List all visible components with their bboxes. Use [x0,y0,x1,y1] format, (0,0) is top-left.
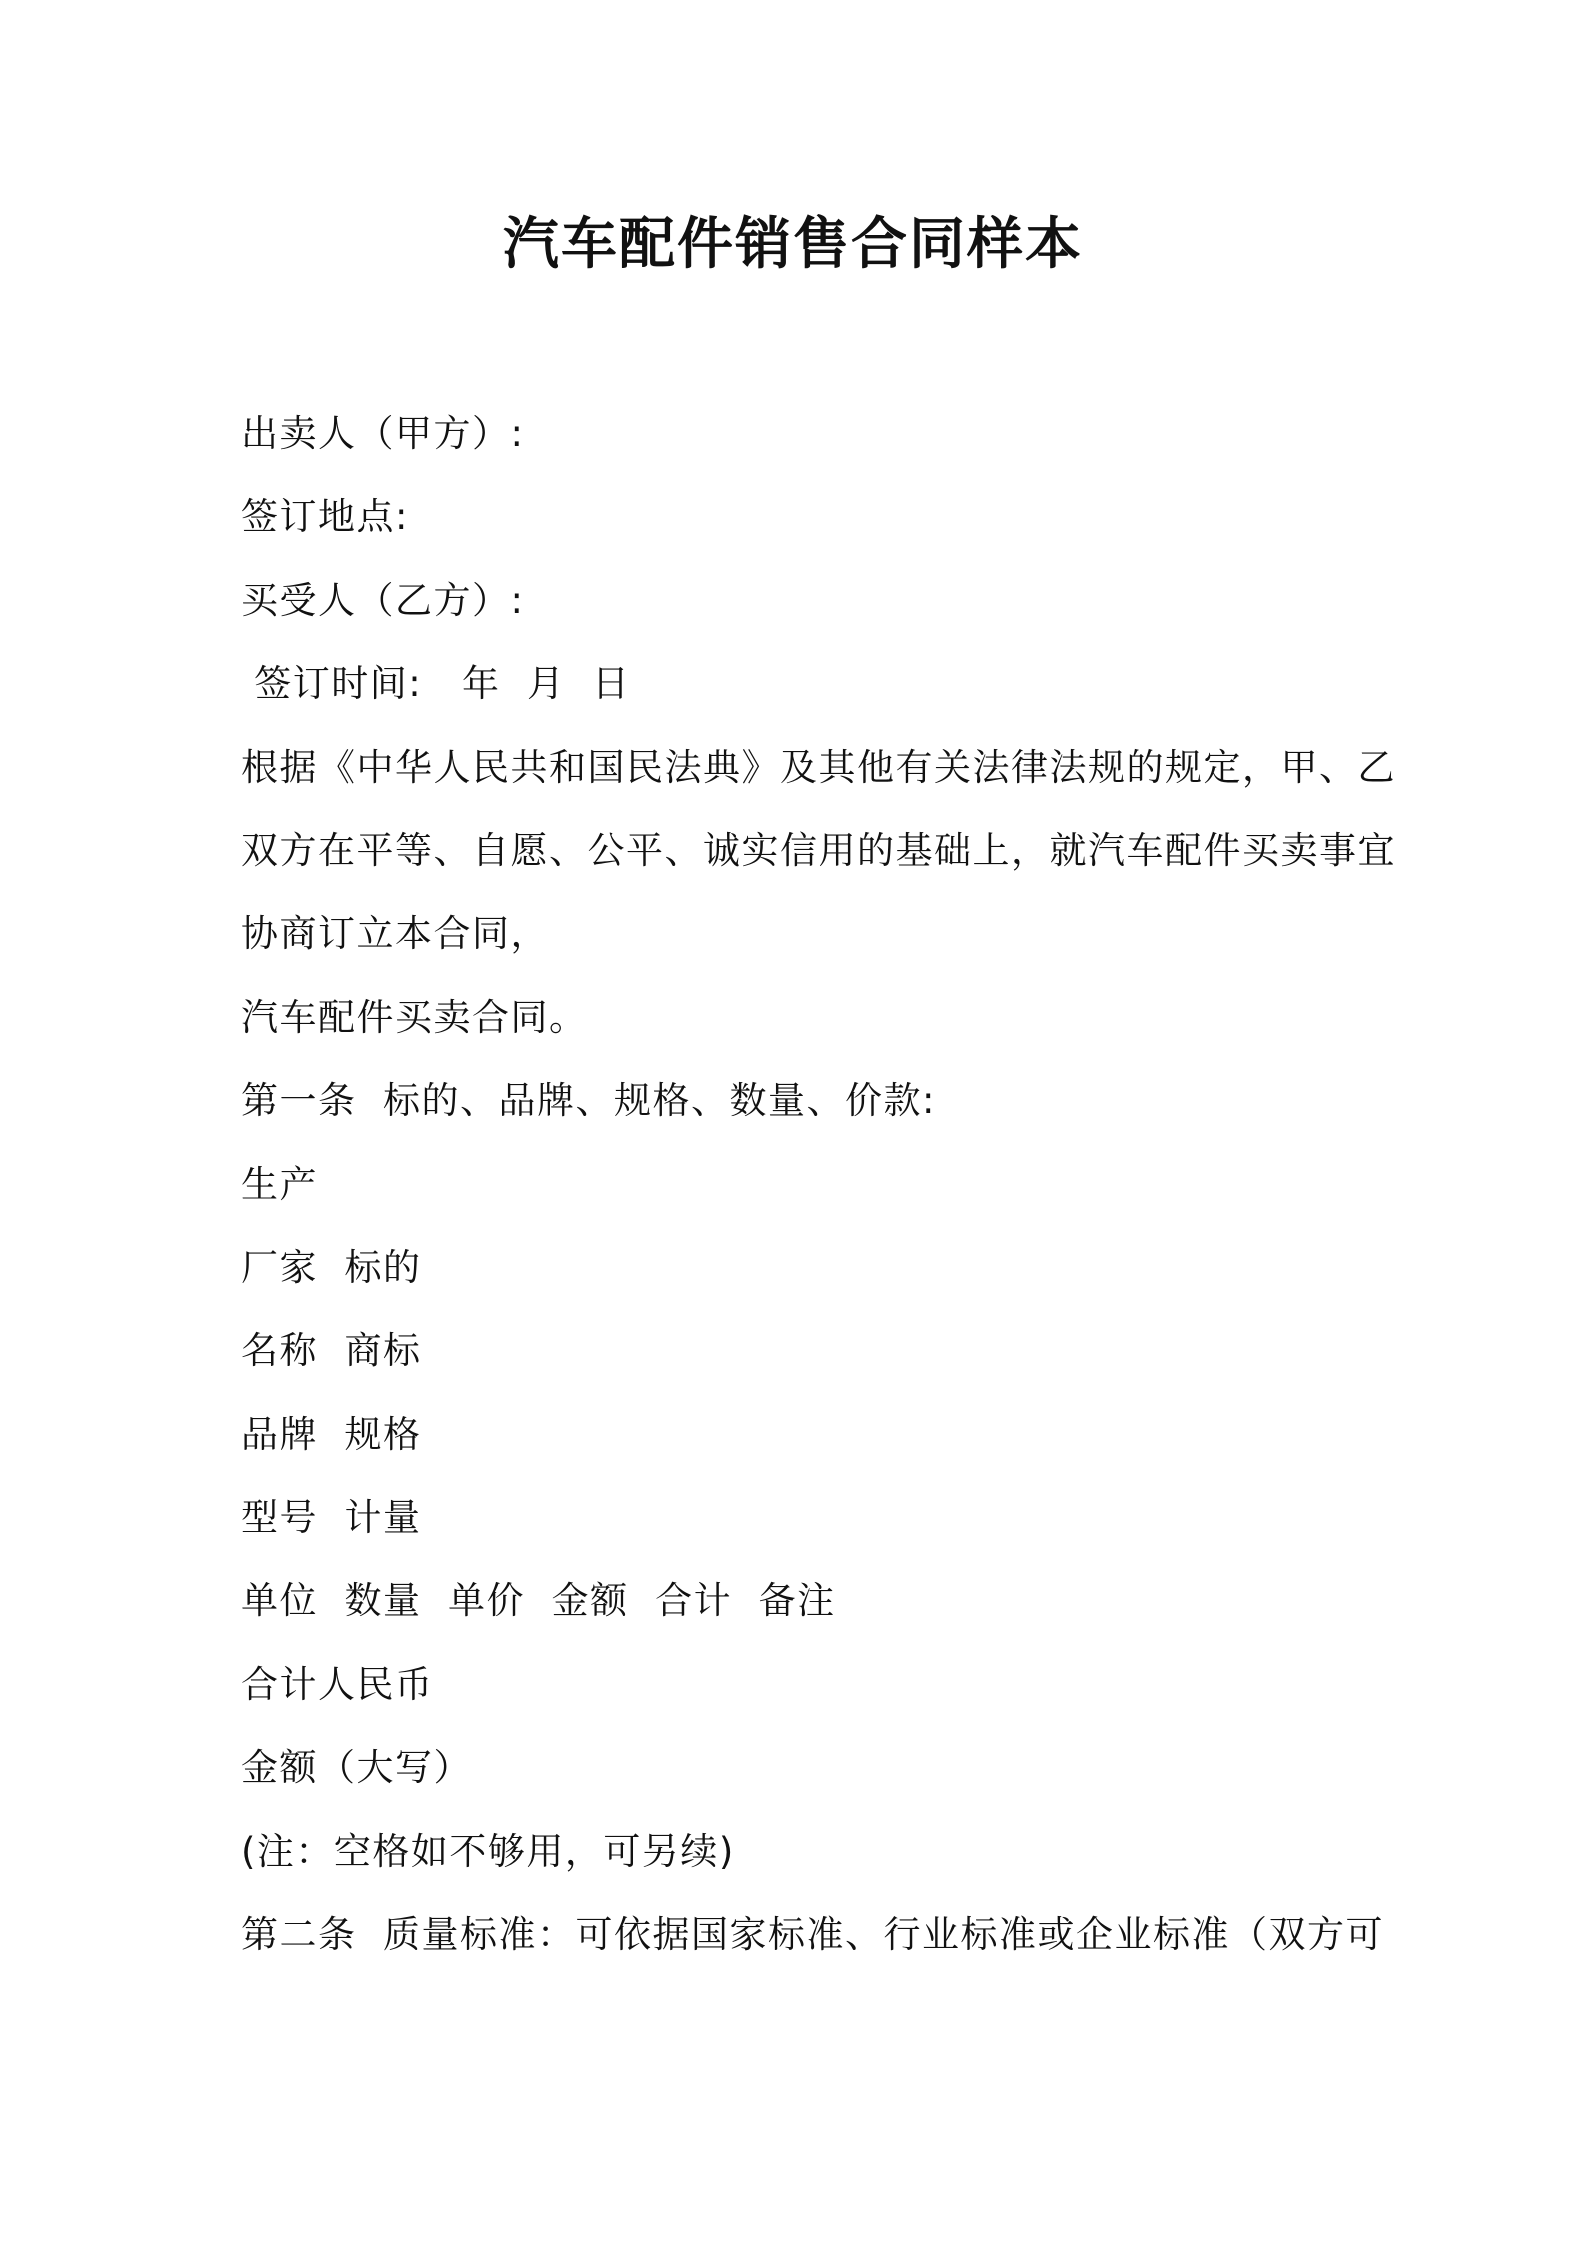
preamble-line-3: 协商订立本合同， [241,912,549,956]
table-header-line-5: 型号 计量 [241,1496,422,1540]
table-header-line-2: 厂家 标的 [241,1245,422,1289]
table-header-line-4: 品牌 规格 [241,1412,422,1456]
preamble-line-1: 根据《中华人民共和国民法典》及其他有关法律法规的规定，甲、乙 [241,745,1396,789]
table-header-line-1: 生产 [241,1162,318,1206]
article-1-heading: 第一条 标的、品牌、规格、数量、价款: [241,1079,936,1123]
table-header-line-3: 名称 商标 [241,1329,422,1373]
total-rmb-line: 合计人民币 [241,1662,434,1706]
seller-line: 出卖人（甲方）: [241,412,525,455]
signing-date-line: 签订时间: 年 月 日 [241,662,631,706]
table-header-line-6: 单位 数量 单价 金额 合计 备注 [241,1579,836,1623]
contract-body [241,404,1396,1988]
buyer-line: 买受人（乙方）: [241,578,525,622]
amount-capital-line: 金额（大写） [241,1746,472,1790]
document-title: 汽车配件销售合同样本 [503,212,1083,277]
article-2-heading: 第二条 质量标准：可依据国家标准、行业标准或企业标准（双方可 [241,1913,1385,1957]
signing-place-line: 签订地点: [241,495,409,539]
contract-name-line: 汽车配件买卖合同。 [241,995,588,1039]
preamble-line-2: 双方在平等、自愿、公平、诚实信用的基础上，就汽车配件买卖事宜 [241,828,1396,872]
note-line: (注：空格如不够用，可另续) [241,1829,735,1873]
